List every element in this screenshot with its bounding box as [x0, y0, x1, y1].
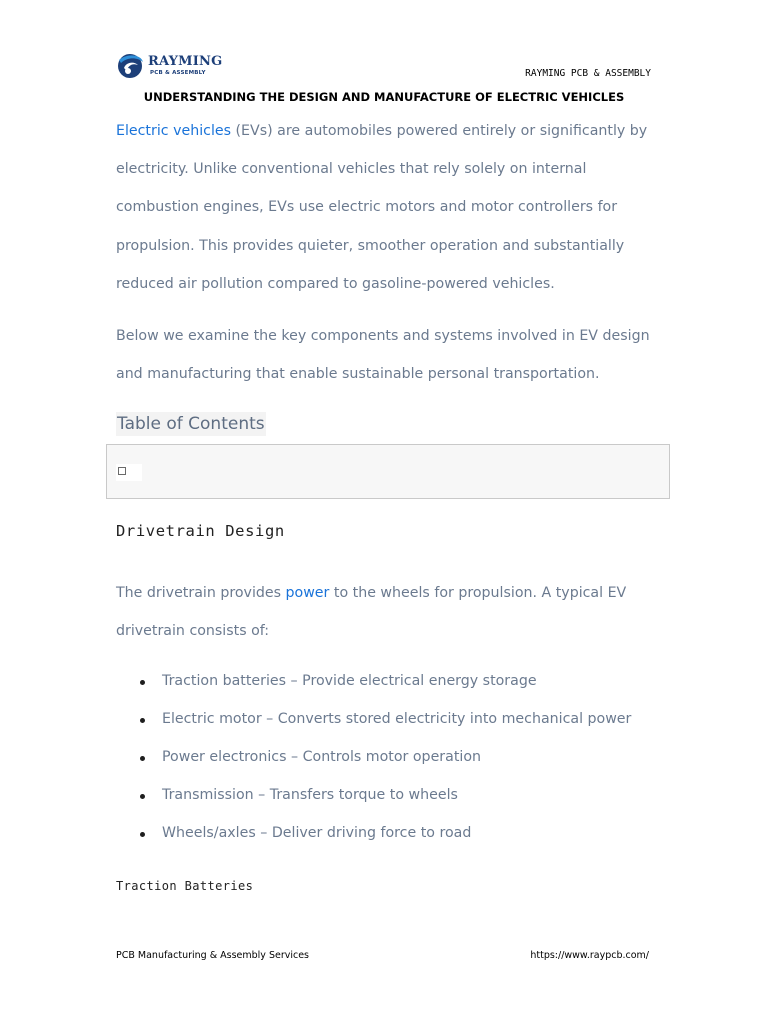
list-item [116, 776, 676, 814]
bullet-icon [140, 832, 145, 837]
electric-vehicles-link[interactable]: Electric vehicles [116, 123, 232, 139]
list-item-text: Power electronics – Controls motor operation [162, 749, 481, 765]
traction-batteries-heading: Traction Batteries [116, 879, 254, 893]
power-link[interactable]: power [285, 585, 330, 601]
toc-heading: Table of Contents [117, 414, 265, 434]
list-item [116, 700, 676, 738]
logo-tagline: PCB & ASSEMBLY [150, 70, 206, 76]
drivetrain-intro-after: to the wheels for propulsion. A typical EV drivetrain consists of: [116, 585, 627, 639]
bullet-icon [140, 680, 145, 685]
toc-toggle-icon [118, 467, 126, 475]
footer-services-text: PCB Manufacturing & Assembly Services [116, 950, 310, 961]
list-item-text: Traction batteries – Provide electrical energy storage [162, 673, 537, 689]
rayming-swirl-icon [115, 51, 145, 81]
drivetrain-components-list [116, 662, 676, 852]
toc-toggle-button[interactable] [116, 464, 142, 481]
header-company-name: RAYMING PCB & ASSEMBLY [525, 68, 651, 79]
list-item [116, 662, 676, 700]
list-item [116, 814, 676, 852]
toc-container [106, 444, 670, 499]
bullet-icon [140, 718, 145, 723]
logo-name: RAYMING [148, 54, 223, 69]
list-item [116, 738, 676, 776]
document-title: UNDERSTANDING THE DESIGN AND MANUFACTURE OF ELECTRIC VEHICLES [143, 90, 625, 104]
bullet-icon [140, 794, 145, 799]
drivetrain-intro-before: The drivetrain provides [116, 585, 286, 601]
intro-paragraph [116, 112, 661, 303]
list-item-text: Electric motor – Converts stored electricity into mechanical power [162, 711, 632, 727]
bullet-icon [140, 756, 145, 761]
overview-paragraph: Below we examine the key components and systems involved in EV design and manufacturing that enable sustainable personal transportation. [116, 328, 650, 382]
drivetrain-heading: Drivetrain Design [116, 522, 285, 540]
rayming-logo [115, 50, 225, 82]
intro-text: (EVs) are automobiles powered entirely or significantly by electricity. Unlike conventional vehicles that rely solely on internal combustion engines, EVs use electric motors and motor controllers for propulsion. This provides quieter, smoother operation and substantially reduced air pollution compared to gasoline-powered vehicles. [116, 123, 648, 292]
drivetrain-intro [116, 574, 661, 650]
list-item-text: Wheels/axles – Deliver driving force to road [162, 825, 472, 841]
list-item-text: Transmission – Transfers torque to wheels [162, 787, 458, 803]
footer-website-link[interactable]: https://www.raypcb.com/ [530, 950, 649, 961]
